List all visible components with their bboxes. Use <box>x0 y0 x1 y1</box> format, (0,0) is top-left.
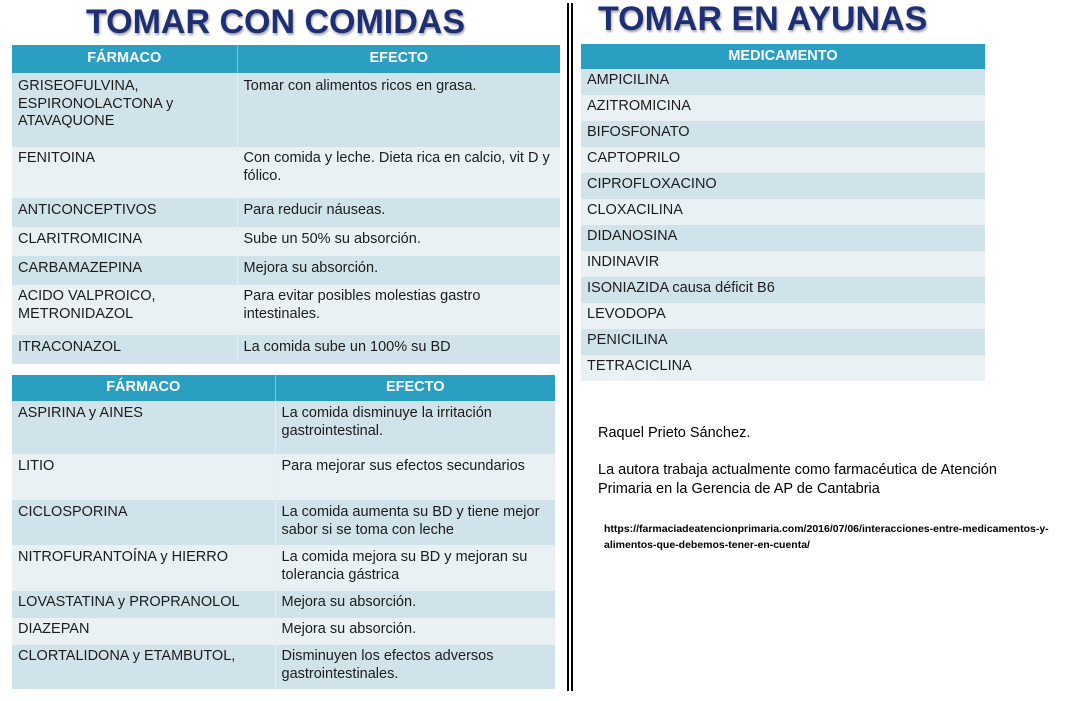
drug-cell: CLORTALIDONA y ETAMBUTOL, <box>12 645 275 689</box>
table-row <box>581 121 985 147</box>
drug-cell: GRISEOFULVINA, ESPIRONOLACTONA y ATAVAQUONE <box>12 73 237 147</box>
drug-cell: FENITOINA <box>12 147 237 198</box>
drug-cell: ASPIRINA y AINES <box>12 401 275 454</box>
medication-cell: LEVODOPA <box>581 303 985 329</box>
table-row <box>581 173 985 199</box>
effect-cell: Para reducir náuseas. <box>237 198 560 227</box>
medication-cell: AMPICILINA <box>581 69 985 95</box>
vertical-divider <box>567 3 569 691</box>
drug-cell: ACIDO VALPROICO, METRONIDAZOL <box>12 285 237 335</box>
medication-cell: CIPROFLOXACINO <box>581 173 985 199</box>
table-row <box>12 256 560 285</box>
table-row <box>12 335 560 364</box>
medication-cell: BIFOSFONATO <box>581 121 985 147</box>
drug-cell: NITROFURANTOÍNA y HIERRO <box>12 545 275 591</box>
medication-cell: CLOXACILINA <box>581 199 985 225</box>
effect-cell: Mejora su absorción. <box>275 618 555 645</box>
effect-cell: La comida aumenta su BD y tiene mejor sabor si se toma con leche <box>275 500 555 545</box>
table-row <box>581 303 985 329</box>
table-row <box>12 147 560 198</box>
column-header-efecto: EFECTO <box>275 375 555 401</box>
drug-cell: LITIO <box>12 454 275 500</box>
effect-cell: Disminuyen los efectos adversos gastrointestinales. <box>275 645 555 689</box>
vertical-divider <box>571 3 573 691</box>
effect-cell: Mejora su absorción. <box>237 256 560 285</box>
effect-cell: Sube un 50% su absorción. <box>237 227 560 256</box>
column-header-medicamento: MEDICAMENTO <box>581 44 985 69</box>
table-row <box>581 225 985 251</box>
effect-cell: Tomar con alimentos ricos en grasa. <box>237 73 560 147</box>
table-row <box>12 618 555 645</box>
table-row <box>12 73 560 147</box>
table-row <box>581 329 985 355</box>
author-description: La autora trabaja actualmente como farmacéutica de Atención Primaria en la Gerencia de AP de Cantabria <box>598 462 997 497</box>
table-row <box>12 545 555 591</box>
table-row <box>12 591 555 618</box>
drug-cell: LOVASTATINA y PROPRANOLOL <box>12 591 275 618</box>
table-row <box>12 285 560 335</box>
drug-cell: CLARITROMICINA <box>12 227 237 256</box>
table-row <box>12 198 560 227</box>
effect-cell: Para evitar posibles molestias gastro intestinales. <box>237 285 560 335</box>
column-header-farmaco: FÁRMACO <box>12 375 275 401</box>
table-header-row <box>12 45 560 73</box>
drug-cell: ITRACONAZOL <box>12 335 237 364</box>
table-row <box>12 454 555 500</box>
table-row <box>12 645 555 689</box>
table-row <box>12 227 560 256</box>
drug-cell: CARBAMAZEPINA <box>12 256 237 285</box>
table-header-row <box>12 375 555 401</box>
table-ayunas <box>581 44 985 381</box>
effect-cell: La comida mejora su BD y mejoran su tolerancia gástrica <box>275 545 555 591</box>
table-comidas-1 <box>12 45 560 364</box>
effect-cell: La comida disminuye la irritación gastrointestinal. <box>275 401 555 454</box>
table-row <box>581 147 985 173</box>
medication-cell: CAPTOPRILO <box>581 147 985 173</box>
column-header-efecto: EFECTO <box>237 45 560 73</box>
column-header-farmaco: FÁRMACO <box>12 45 237 73</box>
medication-cell: ISONIAZIDA causa déficit B6 <box>581 277 985 303</box>
medication-cell: PENICILINA <box>581 329 985 355</box>
medication-cell: AZITROMICINA <box>581 95 985 121</box>
table-row <box>581 199 985 225</box>
author-name: Raquel Prieto Sánchez. <box>598 425 751 441</box>
source-link[interactable]: https://farmaciadeatencionprimaria.com/2016/07/06/interacciones-entre-medicamentos-y-alimentos-que-debemos-tener-en-cuenta/ <box>604 523 1049 551</box>
table-row <box>581 277 985 303</box>
title-tomar-en-ayunas: TOMAR EN AYUNAS <box>598 0 928 38</box>
drug-cell: CICLOSPORINA <box>12 500 275 545</box>
medication-cell: TETRACICLINA <box>581 355 985 381</box>
table-comidas-2 <box>12 375 555 689</box>
effect-cell: La comida sube un 100% su BD <box>237 335 560 364</box>
medication-cell: DIDANOSINA <box>581 225 985 251</box>
table-row <box>581 95 985 121</box>
table-row <box>581 251 985 277</box>
effect-cell: Con comida y leche. Dieta rica en calcio, vit D y fólico. <box>237 147 560 198</box>
table-header-row <box>581 44 985 69</box>
table-row <box>12 401 555 454</box>
effect-cell: Para mejorar sus efectos secundarios <box>275 454 555 500</box>
table-row <box>581 69 985 95</box>
drug-cell: ANTICONCEPTIVOS <box>12 198 237 227</box>
table-row <box>12 500 555 545</box>
title-tomar-con-comidas: TOMAR CON COMIDAS <box>86 3 466 41</box>
drug-cell: DIAZEPAN <box>12 618 275 645</box>
effect-cell: Mejora su absorción. <box>275 591 555 618</box>
table-row <box>581 355 985 381</box>
medication-cell: INDINAVIR <box>581 251 985 277</box>
